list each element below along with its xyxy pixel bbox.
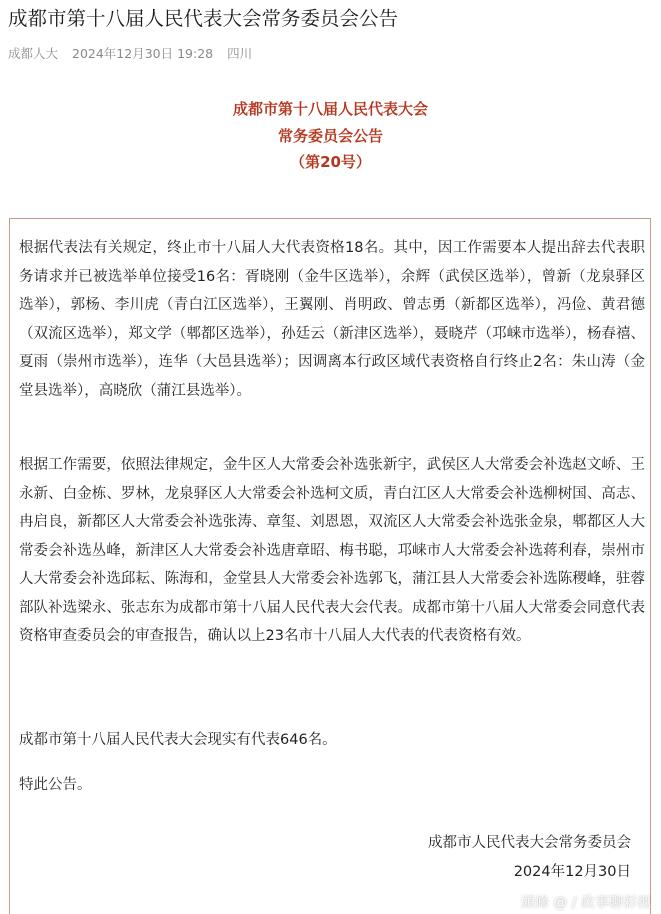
- notice-paragraph-closing: 特此公告。: [19, 777, 92, 793]
- article-region: 四川: [227, 46, 253, 61]
- article-title: 成都市第十八届人民代表大会常务委员会公告: [8, 7, 399, 30]
- notice-heading: [0, 96, 661, 176]
- signature-date: 2024年12月30日: [513, 863, 631, 880]
- notice-paragraph-by-election: 根据工作需要，依照法律规定，金牛区人大常委会补选张新宇，武侯区人大常委会补选赵文峤、王永新、白金栋、罗林，龙泉驿区人大常委会补选柯文质，青白江区人大常委会补选柳树国、高志、冉启良，新都区人大常委会补选张涛、章玺、刘恩恩，双流区人大常委会补选张金泉，郫都区人大常委会补选丛峰，新津区人大常委会补选唐章昭、梅书聪，邛崃市人大常委会补选蒋利春，崇州市人大常委会补选邱耘、陈海和，金堂县人大常委会补选郭飞，蒲江县人大常委会补选陈稷峰，驻蓉部队补选梁永、张志东为成都市第十八届人民代表大会代表。成都市第十八届人大常委会同意代表资格审查委员会的审查报告，确认以上23名市十八届人大代表的代表资格有效。: [19, 457, 645, 644]
- article-meta: [8, 46, 262, 62]
- notice-number: （第20号）: [290, 153, 371, 171]
- notice-heading-line2: 常务委员会公告: [277, 126, 383, 145]
- article-source-link[interactable]: 成都人大: [8, 46, 59, 61]
- notice-paragraph-termination: 根据代表法有关规定，终止市十八届人大代表资格18名。其中，因工作需要本人提出辞去代表职务请求并已被选举单位接受16名：胥晓刚（金牛区选举），余辉（武侯区选举），曾新（龙泉驿区选举），郭杨、李川虎（青白江区选举），王翼刚、肖明政、曾志勇（新都区选举），冯俭、黄君德（双流区选举），郑文学（郫都区选举），孙廷云（新津区选举），聂晓芹（邛崃市选举），杨春禧、夏雨（崇州市选举），连华（大邑县选举）；因调离本行政区域代表资格自行终止2名：朱山涛（金堂县选举），高晓欣（蒲江县选举）。: [19, 240, 645, 399]
- notice-paragraph-total: 成都市第十八届人民代表大会现实有代表646名。: [19, 732, 337, 748]
- platform-watermark: 頭條 @ / 政事聊彩视: [520, 895, 651, 911]
- article-datetime: 2024年12月30日 19:28: [72, 46, 214, 61]
- notice-signature: [428, 829, 631, 886]
- signature-org: 成都市人民代表大会常务委员会: [428, 835, 631, 851]
- notice-heading-line1: 成都市第十八届人民代表大会: [232, 100, 428, 118]
